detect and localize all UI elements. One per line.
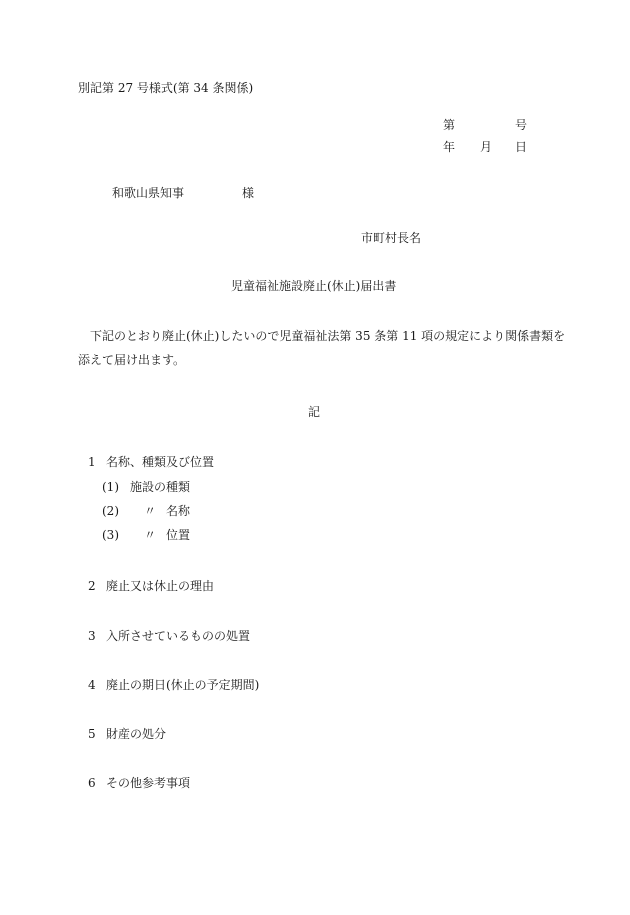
item-number: 6 [88, 776, 96, 790]
item-text: 名称、種類及び位置 [106, 455, 215, 469]
item-number: 2 [88, 579, 96, 593]
date-month: 月 [480, 140, 493, 154]
subitem-number: (1) [102, 480, 119, 494]
item-number: 3 [88, 629, 96, 643]
ditto-mark: 〃 [144, 528, 157, 542]
subitem-number: (3) [102, 528, 119, 542]
item-number: 4 [88, 678, 96, 692]
sender-name: 市町村長名 [361, 231, 422, 245]
subitem-text: 名称 [166, 504, 191, 518]
date-year: 年 [443, 140, 456, 154]
number-suffix: 号 [515, 118, 528, 132]
ki-heading: 記 [308, 405, 321, 419]
subitem-text: 位置 [166, 528, 191, 542]
item-text: 財産の処分 [106, 727, 167, 741]
body-line-1: 下記のとおり廃止(休止)したいので児童福祉法第 35 条第 11 項の規定により関係書類を [90, 329, 566, 343]
item-number: 1 [88, 455, 96, 469]
number-prefix: 第 [443, 118, 456, 132]
item-text: その他参考事項 [106, 776, 191, 790]
ditto-mark: 〃 [144, 504, 157, 518]
form-label: 別記第 27 号様式(第 34 条関係) [78, 81, 254, 95]
item-number: 5 [88, 727, 96, 741]
item-text: 廃止又は休止の理由 [106, 579, 215, 593]
document-title: 児童福祉施設廃止(休止)届出書 [231, 279, 397, 293]
date-day: 日 [515, 140, 528, 154]
addressee-honorific: 様 [242, 186, 255, 200]
addressee-name: 和歌山県知事 [112, 186, 185, 200]
subitem-number: (2) [102, 504, 119, 518]
subitem-text: 施設の種類 [130, 480, 191, 494]
item-text: 廃止の期日(休止の予定期間) [106, 678, 260, 692]
body-line-2: 添えて届け出ます。 [78, 353, 186, 367]
item-text: 入所させているものの処置 [106, 629, 251, 643]
